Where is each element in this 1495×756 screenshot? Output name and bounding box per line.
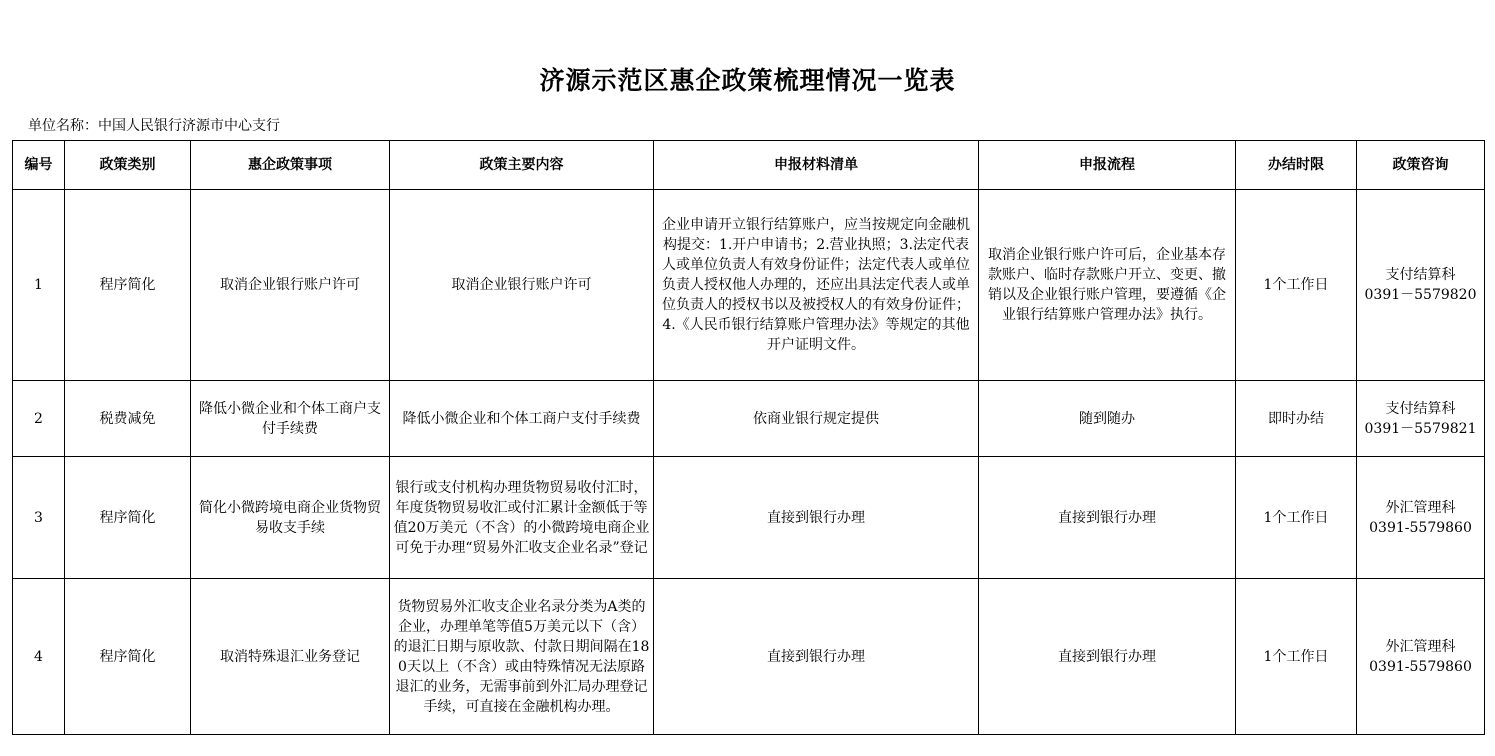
consult-phone: 0391-5579860 xyxy=(1369,658,1472,675)
table-header-row xyxy=(13,141,1485,190)
cell-process: 直接到银行办理 xyxy=(979,457,1236,579)
cell-consult xyxy=(1357,381,1485,457)
header-materials: 申报材料清单 xyxy=(654,141,979,190)
cell-no: 2 xyxy=(13,381,65,457)
consult-dept: 支付结算科 xyxy=(1385,400,1456,417)
header-category: 政策类别 xyxy=(65,141,191,190)
cell-materials: 企业申请开立银行结算账户，应当按规定向金融机构提交：1.开户申请书；2.营业执照；3.法定代表人或单位负责人有效身份证件；法定代表人或单位负责人授权他人办理的，还应出具法定代表人或单位负责人的授权书以及被授权人的有效身份证件；4.《人民币银行结算账户管理办法》等规定的其他开户证明文件。 xyxy=(654,190,979,381)
cell-no: 4 xyxy=(13,579,65,735)
cell-content: 货物贸易外汇收支企业名录分类为A类的企业，办理单笔等值5万美元以下（含）的退汇日期与原收款、付款日期间隔在180天以上（不含）或由特殊情况无法原路退汇的业务，无需事前到外汇局办理登记手续，可直接在金融机构办理。 xyxy=(390,579,654,735)
consult-phone: 0391-5579860 xyxy=(1369,519,1472,536)
policy-table xyxy=(12,140,1485,735)
cell-time-limit: 1个工作日 xyxy=(1236,579,1357,735)
unit-name-label: 单位名称：中国人民银行济源市中心支行 xyxy=(28,118,280,134)
cell-category: 程序简化 xyxy=(65,457,191,579)
cell-process: 取消企业银行账户许可后，企业基本存款账户、临时存款账户开立、变更、撤销以及企业银行账户管理，要遵循《企业银行结算账户管理办法》执行。 xyxy=(979,190,1236,381)
cell-time-limit: 1个工作日 xyxy=(1236,457,1357,579)
cell-item: 取消特殊退汇业务登记 xyxy=(191,579,390,735)
header-content: 政策主要内容 xyxy=(390,141,654,190)
cell-process: 随到随办 xyxy=(979,381,1236,457)
table-row xyxy=(13,381,1485,457)
cell-materials: 直接到银行办理 xyxy=(654,457,979,579)
consult-dept: 外汇管理科 xyxy=(1385,638,1456,655)
cell-content: 银行或支付机构办理货物贸易收付汇时，年度货物贸易收汇或付汇累计金额低于等值20万美元（不含）的小微跨境电商企业可免于办理“贸易外汇收支企业名录”登记 xyxy=(390,457,654,579)
cell-consult xyxy=(1357,190,1485,381)
cell-category: 程序简化 xyxy=(65,579,191,735)
consult-phone: 0391－5579820 xyxy=(1364,287,1477,303)
cell-content: 降低小微企业和个体工商户支付手续费 xyxy=(390,381,654,457)
cell-time-limit: 即时办结 xyxy=(1236,381,1357,457)
table-row xyxy=(13,190,1485,381)
cell-consult xyxy=(1357,457,1485,579)
cell-item: 降低小微企业和个体工商户支付手续费 xyxy=(191,381,390,457)
cell-no: 1 xyxy=(13,190,65,381)
header-process: 申报流程 xyxy=(979,141,1236,190)
table-row xyxy=(13,457,1485,579)
consult-dept: 支付结算科 xyxy=(1385,267,1456,283)
cell-process: 直接到银行办理 xyxy=(979,579,1236,735)
cell-item: 取消企业银行账户许可 xyxy=(191,190,390,381)
header-consult: 政策咨询 xyxy=(1357,141,1485,190)
cell-consult xyxy=(1357,579,1485,735)
consult-dept: 外汇管理科 xyxy=(1385,499,1456,516)
cell-no: 3 xyxy=(13,457,65,579)
header-item: 惠企政策事项 xyxy=(191,141,390,190)
table-row xyxy=(13,579,1485,735)
page-title: 济源示范区惠企政策梳理情况一览表 xyxy=(539,66,956,95)
cell-category: 程序简化 xyxy=(65,190,191,381)
cell-content: 取消企业银行账户许可 xyxy=(390,190,654,381)
cell-category: 税费减免 xyxy=(65,381,191,457)
header-time-limit: 办结时限 xyxy=(1236,141,1357,190)
cell-materials: 直接到银行办理 xyxy=(654,579,979,735)
cell-item: 简化小微跨境电商企业货物贸易收支手续 xyxy=(191,457,390,579)
consult-phone: 0391－5579821 xyxy=(1364,420,1477,437)
cell-materials: 依商业银行规定提供 xyxy=(654,381,979,457)
cell-time-limit: 1个工作日 xyxy=(1236,190,1357,381)
header-no: 编号 xyxy=(13,141,65,190)
